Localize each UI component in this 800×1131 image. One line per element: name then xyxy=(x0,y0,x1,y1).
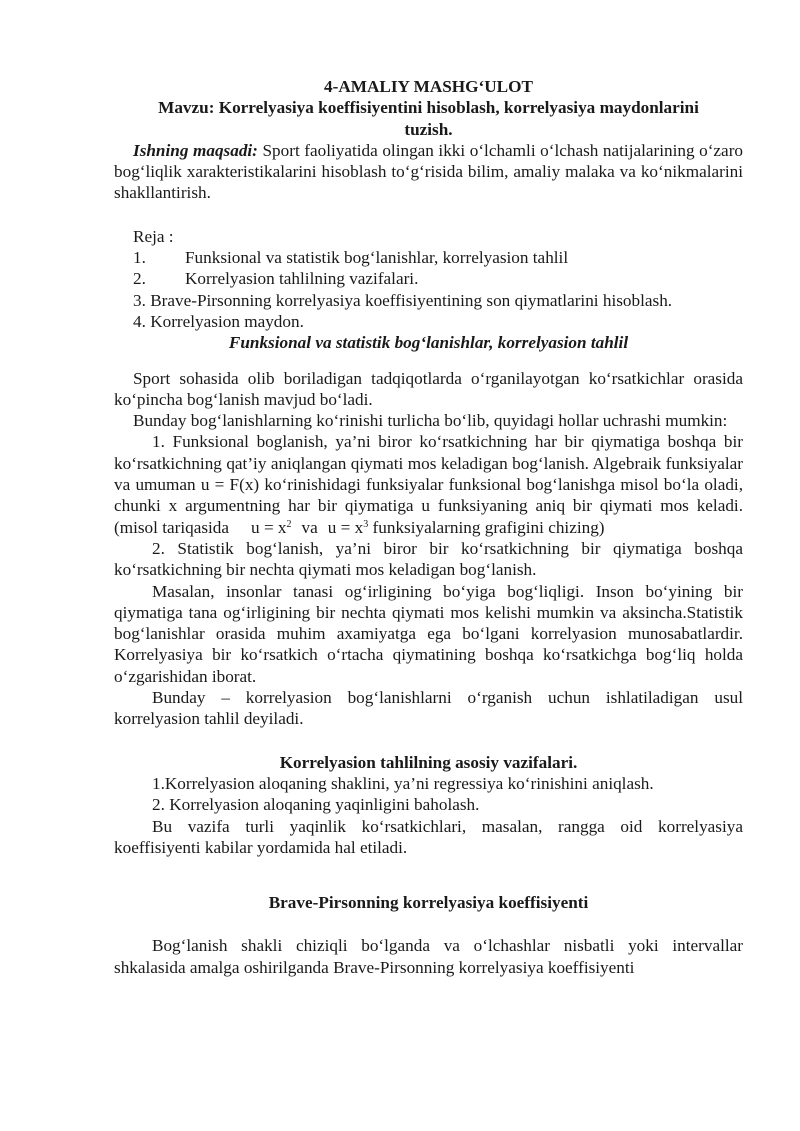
paragraph: 2. Korrelyasion aloqaning yaqinligini baholash. xyxy=(152,795,480,815)
plan-item-text: Brave-Pirsonning korrelyasiya koeffisiyentining son qiymatlarini hisoblash. xyxy=(150,290,673,310)
plan-item-number: 3. xyxy=(133,290,146,310)
aim-paragraph xyxy=(114,140,743,204)
formula-x-squared: $u = x^2$ xyxy=(251,517,292,537)
topic-line-2: tuzish. xyxy=(404,119,453,139)
section-heading-tasks: Korrelyasion tahlilning asosiy vazifalari. xyxy=(279,752,578,772)
aim-label: Ishning maqsadi: xyxy=(133,140,258,160)
paragraph: Sport sohasida olib boriladigan tadqiqotlarda o‘rganilayotgan ko‘rsatkichlar orasida ko‘pincha bog‘lanish mavjud bo‘ladi. xyxy=(114,368,743,409)
paragraph: Bunday – korrelyasion bog‘lanishlarni o‘rganish uchun ishlatiladigan usul korrelyasion tahlil deyiladi. xyxy=(114,688,743,729)
plan-item-3 xyxy=(114,290,743,311)
paragraph: 1.Korrelyasion aloqaning shaklini, ya’ni regressiya ko‘rinishini aniqlash. xyxy=(152,773,654,793)
plan-item-text: Korrelyasion tahlilning vazifalari. xyxy=(185,269,419,289)
plan-label: Reja : xyxy=(133,226,174,246)
paragraph-functional-link: 1. Funksional boglanish, ya’ni biror ko‘rsatkichning har bir qiymatiga boshqa bir ko‘rsatkichning qat’iy aniqlangan qiymati mos keladigan bog‘lanish. Algebraik funksiyalar va umuman u = F(x) ko‘rinishidagi funksiyalar funksional bog‘lanishga misol bo‘la oladi, chunki x argumentning har bir qiymatiga u funksiyaning aniq bir qiymati mos keladi. (misol tariqasida $u = x^2$ va $u = x^3$ funksiyalarning grafigini chizing) xyxy=(114,432,743,537)
plan-item-2 xyxy=(114,268,743,289)
plan-list xyxy=(114,247,743,332)
page-title: 4-AMALIY MASHG‘ULOT xyxy=(324,77,533,96)
paragraph: Masalan, insonlar tanasi og‘irligining bo‘yiga bog‘liqligi. Inson bo‘yining bir qiymatiga tana og‘irligining bir nechta qiymati mos kelishi mumkin va aksincha.Statistik bog‘lanishlar orasida muhim axamiyatga ega bo‘lgani korrelyasion munosabatlardir. Korrelyasiya bir ko‘rsatkich o‘rtacha qiymatining boshqa ko‘rsatkichga bog‘liq holda o‘zgarishidan iborat. xyxy=(114,581,743,686)
section-heading-brave-pirson: Brave-Pirsonning korrelyasiya koeffisiyenti xyxy=(268,893,589,913)
plan-item-text: Funksional va statistik bog‘lanishlar, korrelyasion tahlil xyxy=(185,248,569,268)
plan-item-number: 4. xyxy=(133,311,146,331)
paragraph: Bog‘lanish shakli chiziqli bo‘lganda va o‘lchashlar nisbatli yoki intervallar shkalasida amalga oshirilganda Brave-Pirsonning korrelyasiya koeffisiyenti xyxy=(114,936,743,977)
topic-line-1: Mavzu: Korrelyasiya koeffisiyentini hisoblash, korrelyasiya maydonlarini xyxy=(158,98,699,118)
paragraph: Bu vazifa turli yaqinlik ko‘rsatkichlari, masalan, rangga oid korrelyasiya koeffisiyenti kabilar yordamida hal etiladi. xyxy=(114,816,743,857)
aim-text: Sport faoliyatida olingan ikki o‘lchamli o‘lchash natijalarining o‘zaro bog‘liqlik xarakteristikalarini hisoblash to‘g‘risida bilim, amaliy malaka va ko‘nikmalarini shakllantirish. xyxy=(114,140,744,203)
paragraph: 2. Statistik bog‘lanish, ya’ni biror bir ko‘rsatkichning bir qiymatiga boshqa ko‘rsatkichning bir nechta qiymati mos keladigan bog‘lanish. xyxy=(114,538,743,580)
plan-item-1 xyxy=(114,247,743,268)
paragraph: Bunday bog‘lanishlarning ko‘rinishi turlicha bo‘lib, quyidagi hollar uchrashi mumkin: xyxy=(133,411,728,431)
plan-item-text: Korrelyasion maydon. xyxy=(150,311,304,331)
plan-item-number: 2. xyxy=(133,269,146,289)
section-heading-functional: Funksional va statistik bog‘lanishlar, korrelyasion tahlil xyxy=(228,333,629,353)
formula-x-cubed: $u = x^3$ xyxy=(327,517,369,537)
plan-item-number: 1. xyxy=(133,248,146,268)
document-page xyxy=(114,76,743,978)
plan-item-4 xyxy=(114,311,743,332)
